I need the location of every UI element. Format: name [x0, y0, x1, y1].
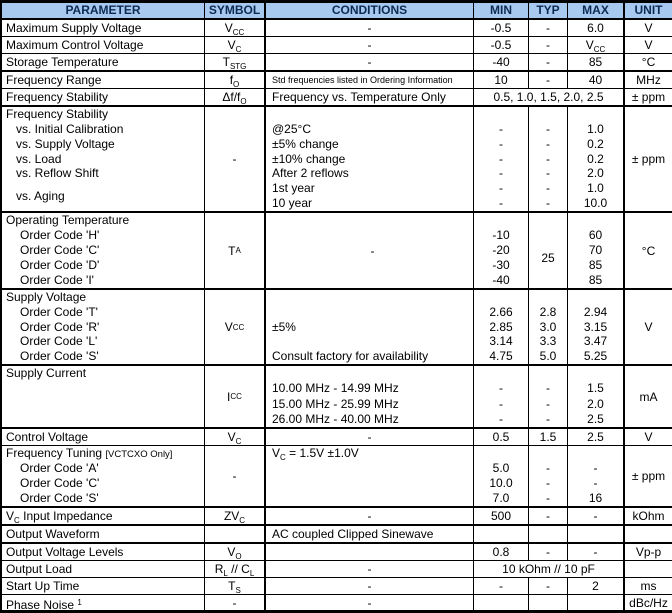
unit-cell: ± ppm [623, 446, 672, 506]
min-cell: -40 [473, 54, 528, 70]
row-frequency-stability [2, 89, 672, 107]
min-cell: 500 [473, 508, 528, 524]
min-cell: -0.5 [473, 20, 528, 36]
symbol-cell: $\Delta f/f_O$ [204, 89, 264, 105]
max-cell: - - 16 [567, 446, 623, 506]
symbol-cell: $V_{CC}$ [204, 20, 264, 36]
param-cell: Output Load [6, 562, 73, 576]
param-cell: Phase Noise $^1$ [6, 598, 82, 612]
min-cell: -0.5 [473, 37, 528, 53]
symbol-cell: I CC [204, 366, 264, 427]
row-output-waveform [2, 526, 672, 544]
unit-cell [623, 561, 672, 577]
param-cell: Operating Temperature Order Code 'H' Order Code 'C' Order Code 'D' Order Code 'I' [2, 213, 204, 288]
conditions-cell [264, 544, 473, 560]
typ-cell [528, 595, 567, 612]
param-cell: Frequency Range [6, 73, 102, 87]
col-header-conditions: CONDITIONS [264, 3, 473, 18]
min-cell: - - - - - - [473, 107, 528, 211]
param-cell: Maximum Supply Voltage [6, 21, 142, 35]
param-cell: Storage Temperature [6, 55, 119, 69]
conditions-cell: 10.00 MHz - 14.99 MHz 15.00 MHz - 25.99 MHz 26.00 MHz - 40.00 MHz [264, 366, 473, 427]
min-cell: - - - [473, 366, 528, 427]
param-cell: Maximum Control Voltage [6, 38, 144, 52]
unit-cell: ± ppm [623, 107, 672, 211]
max-cell [567, 595, 623, 612]
row-frequency-stability-block [2, 107, 672, 213]
conditions-cell: - [264, 429, 473, 445]
row-storage-temperature [2, 54, 672, 72]
min-cell: 0.8 [473, 544, 528, 560]
param-cell: Frequency Stability vs. Initial Calibration vs. Supply Voltage vs. Load vs. Reflow Shift vs. Aging [2, 107, 204, 211]
symbol-cell [204, 526, 264, 542]
col-header-unit: UNIT [623, 3, 672, 18]
col-header-parameter: PARAMETER [2, 3, 204, 18]
typ-cell: - [528, 54, 567, 70]
symbol-cell: $V_C$ [204, 429, 264, 445]
unit-cell: ms [623, 578, 672, 594]
param-cell: $V_C$ Input Impedance [6, 509, 113, 524]
unit-cell: V [623, 429, 672, 445]
unit-cell: °C [623, 54, 672, 70]
unit-cell [623, 526, 672, 542]
values-cell: 10 kOhm // 10 pF [473, 561, 623, 577]
unit-cell: dBc/Hz [623, 595, 672, 612]
row-supply-voltage [2, 290, 672, 366]
conditions-cell: - [264, 20, 473, 36]
symbol-cell: $V_C$ [204, 37, 264, 53]
row-vc-input-impedance [2, 508, 672, 526]
symbol-cell: $ZV_C$ [204, 508, 264, 524]
conditions-cell: - [264, 37, 473, 53]
param-cell: Control Voltage [6, 430, 89, 444]
block-title: Supply Current [6, 366, 87, 380]
row-operating-temperature [2, 213, 672, 290]
typ-cell: - [528, 37, 567, 53]
row-maximum-supply-voltage [2, 20, 672, 37]
conditions-cell: Std frequencies listed in Ordering Information [264, 72, 473, 88]
param-cell: Frequency Stability [6, 90, 109, 104]
conditions-cell: Frequency vs. Temperature Only [264, 89, 473, 105]
max-cell: 2 [567, 578, 623, 594]
symbol-cell: $f_O$ [204, 72, 264, 88]
row-frequency-range [2, 72, 672, 89]
param-cell: Supply Voltage Order Code 'T' Order Code 'R' Order Code 'L' Order Code 'S' [2, 290, 204, 364]
typ-cell [528, 526, 567, 542]
block-title: Frequency Stability [6, 107, 109, 121]
block-title: Operating Temperature [6, 213, 130, 227]
max-cell: 6.0 [567, 20, 623, 36]
min-cell: -10 -20 -30 -40 [473, 213, 528, 288]
values-cell: 0.5, 1.0, 1.5, 2.0, 2.5 [473, 89, 623, 105]
min-cell: 5.0 10.0 7.0 [473, 446, 528, 506]
row-maximum-control-voltage [2, 37, 672, 54]
min-cell [473, 526, 528, 542]
max-cell: 1.0 0.2 0.2 2.0 1.0 10.0 [567, 107, 623, 211]
conditions-cell: - [264, 508, 473, 524]
symbol-cell: $R_L // C_L$ [204, 561, 264, 577]
typ-cell: - - - [528, 446, 567, 506]
symbol-cell: V CC [204, 290, 264, 364]
unit-cell: V [623, 20, 672, 36]
typ-cell: - [528, 72, 567, 88]
param-cell [2, 366, 204, 427]
conditions-cell: - [264, 54, 473, 70]
unit-cell: mA [623, 366, 672, 427]
symbol-cell: - [204, 446, 264, 506]
typ-cell: 1.5 [528, 429, 567, 445]
table-header-row [2, 3, 672, 20]
param-cell: Frequency Tuning [VCTCXO Only] Order Code 'A' Order Code 'C' Order Code 'S' [2, 446, 204, 506]
param-cell: Output Waveform [6, 527, 100, 541]
block-title: Frequency Tuning [VCTCXO Only] [6, 446, 173, 460]
symbol-cell: - [204, 595, 264, 612]
unit-cell: kOhm [623, 508, 672, 524]
max-cell: 2.5 [567, 429, 623, 445]
typ-cell: - [528, 578, 567, 594]
symbol-cell: T A [204, 213, 264, 288]
col-header-max: MAX [567, 3, 623, 18]
row-output-voltage-levels [2, 544, 672, 561]
row-output-load [2, 561, 672, 578]
symbol-cell: $T_{STG}$ [204, 54, 264, 70]
conditions-cell: - [264, 595, 473, 612]
max-cell [567, 526, 623, 542]
typ-cell: - [528, 508, 567, 524]
min-cell: 0.5 [473, 429, 528, 445]
typ-cell: - - - - - - [528, 107, 567, 211]
max-cell: $V_{CC}$ [567, 37, 623, 53]
unit-cell: V [623, 37, 672, 53]
block-title: Supply Voltage [6, 290, 87, 304]
max-cell: - [567, 544, 623, 560]
unit-cell: °C [623, 213, 672, 288]
max-cell: 60 70 85 85 [567, 213, 623, 288]
min-cell: 2.66 2.85 3.14 4.75 [473, 290, 528, 364]
symbol-cell: - [204, 107, 264, 211]
symbol-cell: $V_O$ [204, 544, 264, 560]
conditions-cell: - [264, 561, 473, 577]
unit-cell: V [623, 290, 672, 364]
row-frequency-tuning [2, 446, 672, 508]
row-phase-noise [2, 595, 672, 612]
conditions-cell: $V_C = 1.5V \pm 1.0V$ [264, 446, 473, 506]
max-cell: 85 [567, 54, 623, 70]
max-cell: - [567, 508, 623, 524]
conditions-cell: - [264, 213, 473, 288]
conditions-cell: @25°C ±5% change ±10% change After 2 reflows 1st year 10 year [264, 107, 473, 211]
col-header-min: MIN [473, 3, 528, 18]
conditions-cell: AC coupled Clipped Sinewave [264, 526, 473, 542]
typ-cell: 25 [528, 213, 567, 288]
max-cell: 1.5 2.0 2.5 [567, 366, 623, 427]
conditions-cell: - [264, 578, 473, 594]
typ-cell: - [528, 20, 567, 36]
row-supply-current [2, 366, 672, 429]
col-header-typ: TYP [528, 3, 567, 18]
row-control-voltage [2, 429, 672, 446]
typ-cell: - - - [528, 366, 567, 427]
row-start-up-time [2, 578, 672, 595]
col-header-symbol: SYMBOL [204, 3, 264, 18]
typ-cell: - [528, 544, 567, 560]
unit-cell: ± ppm [623, 89, 672, 105]
symbol-cell: $T_S$ [204, 578, 264, 594]
min-cell [473, 595, 528, 612]
typ-cell: 2.8 3.0 3.3 5.0 [528, 290, 567, 364]
min-cell: 10 [473, 72, 528, 88]
max-cell: 40 [567, 72, 623, 88]
param-cell: Output Voltage Levels [6, 545, 124, 559]
conditions-cell: ±5% Consult factory for availability [264, 290, 473, 364]
unit-cell: Vp-p [623, 544, 672, 560]
max-cell: 2.94 3.15 3.47 5.25 [567, 290, 623, 364]
param-cell: Start Up Time [6, 579, 80, 593]
unit-cell: MHz [623, 72, 672, 88]
min-cell: - [473, 578, 528, 594]
